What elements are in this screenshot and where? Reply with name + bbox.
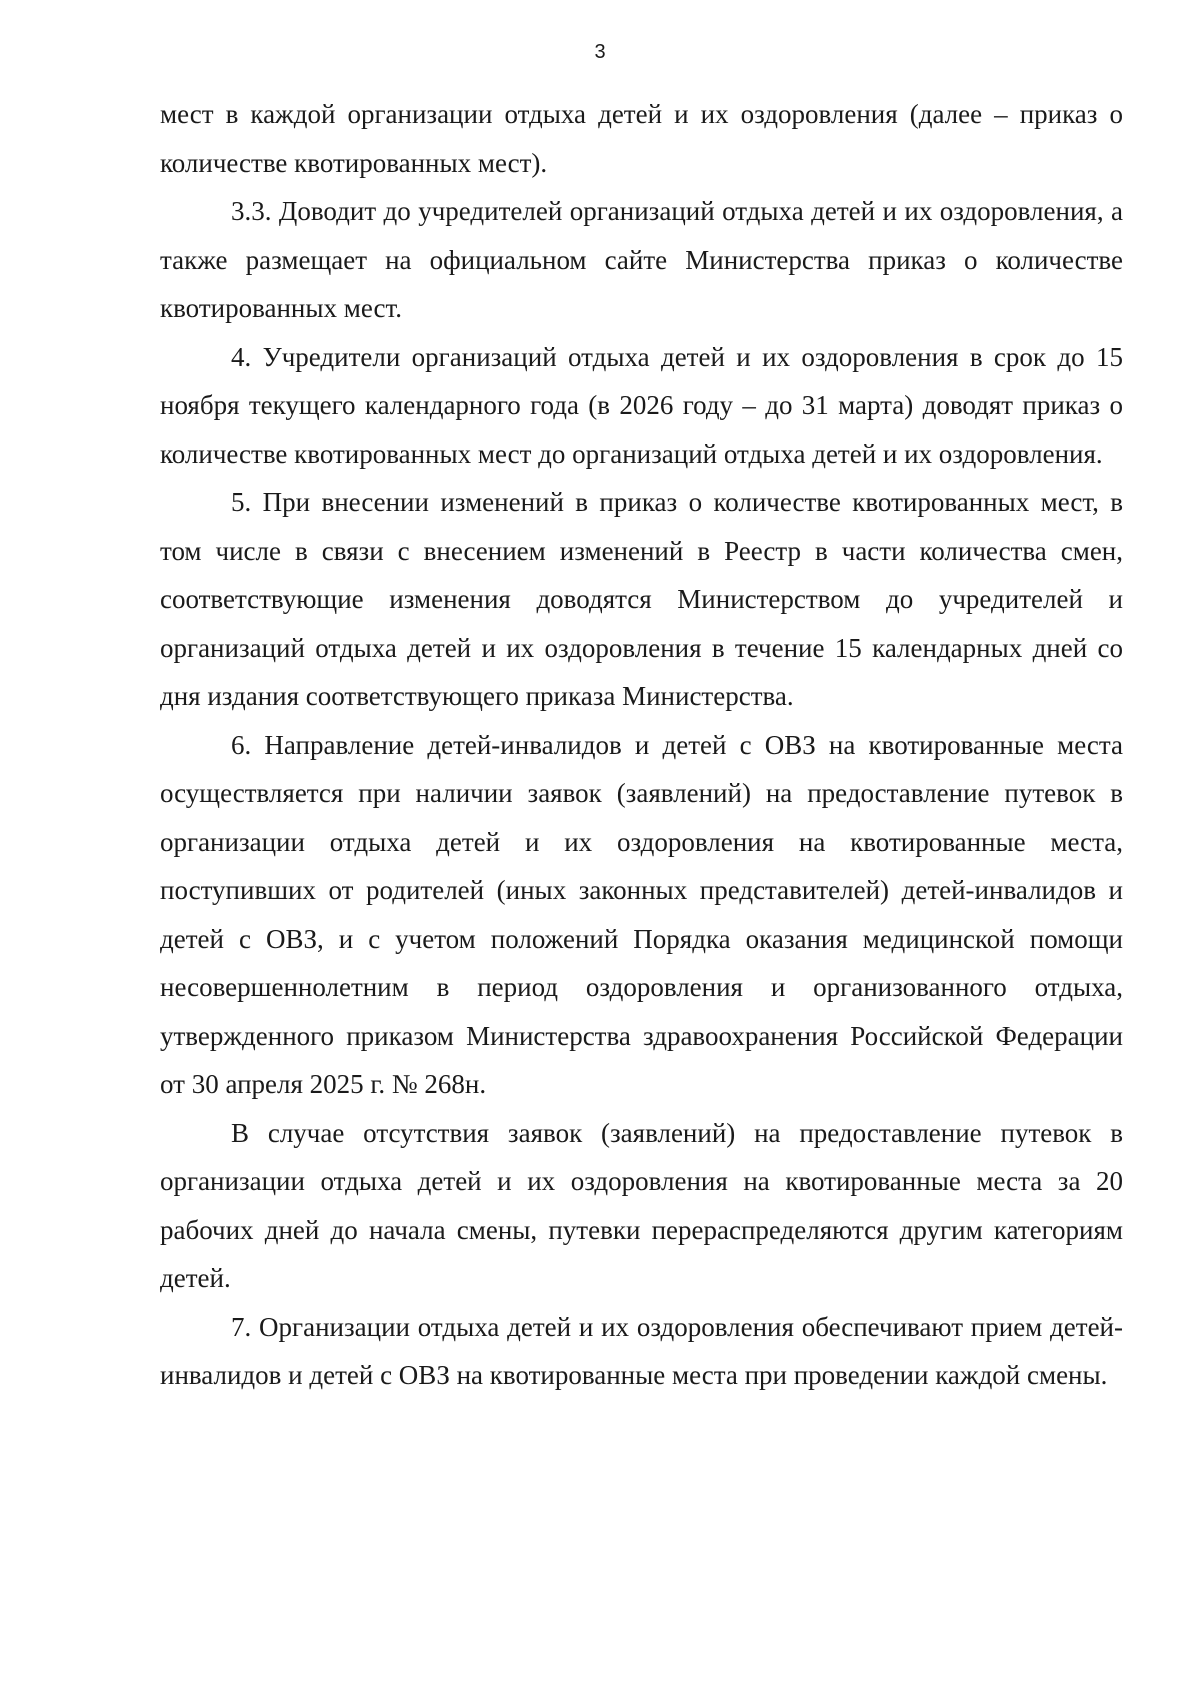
paragraph-5: 5. При внесении изменений в приказ о количестве квотированных мест, в том числе в связи с внесением изменений в Реестр в части количества смен, соответствующие изменения доводятся Министерством до учредителей и организаций отдыха детей и их оздоровления в течение 15 календарных дней со дня издания соответствующего приказа Министерства. xyxy=(160,487,1123,711)
document-body xyxy=(160,90,1123,1400)
page-number: 3 xyxy=(594,41,606,63)
paragraph-6: 6. Направление детей-инвалидов и детей с ОВЗ на квотированные места осуществляется при наличии заявок (заявлений) на предоставление путевок в организации отдыха детей и их оздоровления на квотированные места, поступивших от родителей (иных законных представителей) детей-инвалидов и детей с ОВЗ, и с учетом положений Порядка оказания медицинской помощи несовершеннолетним в период оздоровления и организованного отдыха, утвержденного приказом Министерства здравоохранения Российской Федерации от 30 апреля 2025 г. № 268н. xyxy=(160,729,1123,1099)
paragraph-4: 4. Учредители организаций отдыха детей и их оздоровления в срок до 15 ноября текущего календарного года (в 2026 году – до 31 марта) доводят приказ о количестве квотированных мест до организаций отдыха детей и их оздоровления. xyxy=(160,341,1123,469)
paragraph-3-3: 3.3. Доводит до учредителей организаций отдыха детей и их оздоровления, а также размещает на официальном сайте Министерства приказ о количестве квотированных мест. xyxy=(160,196,1123,323)
paragraph-continuation: мест в каждой организации отдыха детей и их оздоровления (далее – приказ о количестве квотированных мест). xyxy=(160,99,1123,178)
paragraph-7: 7. Организации отдыха детей и их оздоровления обеспечивают прием детей-инвалидов и детей с ОВЗ на квотированные места при проведении каждой смены. xyxy=(160,1311,1123,1390)
paragraph-6-continuation: В случае отсутствия заявок (заявлений) на предоставление путевок в организации отдыха детей и их оздоровления на квотированные места за 20 рабочих дней до начала смены, путевки перераспределяются другим категориям детей. xyxy=(160,1117,1123,1293)
